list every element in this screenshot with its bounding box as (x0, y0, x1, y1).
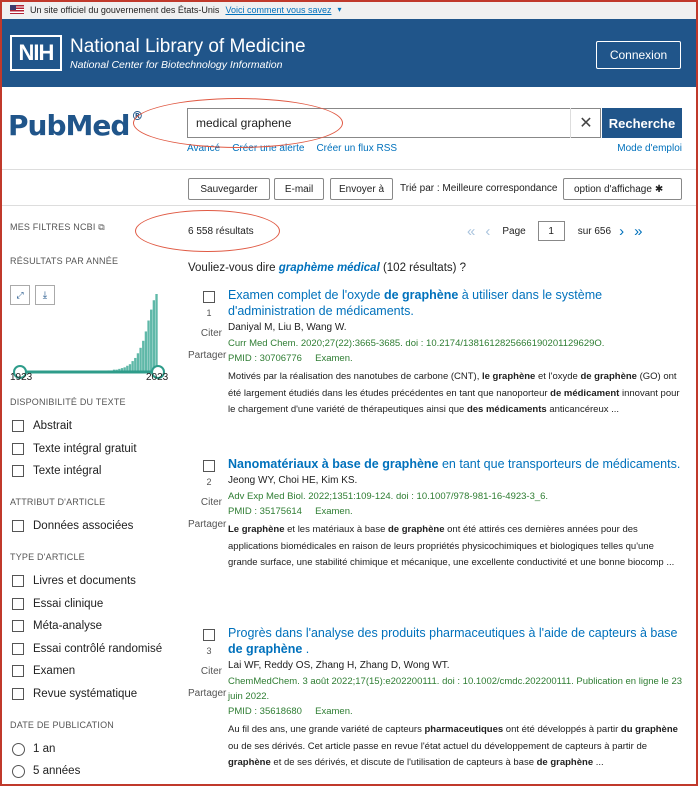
by-year-heading: RÉSULTATS PAR ANNÉE (10, 256, 119, 266)
search-button[interactable]: Recherche (602, 108, 682, 138)
user-guide-link[interactable]: Mode d'emploi (617, 143, 682, 154)
publication-type: Examen. (315, 706, 353, 717)
create-alert-link[interactable]: Créer une alerte (232, 143, 305, 154)
publication-date (0, 720, 180, 782)
type-heading: TYPE D'ARTICLE (10, 552, 85, 562)
gear-icon: ✱ (654, 183, 664, 195)
result-authors: Lai WF, Reddy OS, Zhang H, Zhang D, Wong WT. (228, 660, 450, 671)
display-options-button[interactable] (563, 178, 682, 200)
first-page-icon[interactable]: « (467, 222, 476, 240)
result-checkbox[interactable] (203, 291, 215, 303)
result-snippet: Motivés par la réalisation des nanotubes de carbone (CNT), le graphène et l'oxyde de graphène (GO) ont été largement étudiés dans les études précédentes en tant que nanoporteur de médicament innovant pour le chargement d'une variété de thérapeutiques ainsi que des médicaments anticancéreux ... (228, 371, 680, 415)
filter-review[interactable] (12, 660, 180, 683)
result-source: Curr Med Chem. 2020;27(22):3665-3685. doi : 10.2174/1381612825666190201129629O. (228, 338, 605, 349)
filter-label: Essai clinique (33, 597, 104, 610)
histogram-bar (142, 341, 144, 372)
pmid-text: PMID : 35618680 (228, 706, 302, 717)
cite-button[interactable]: Citer (200, 328, 222, 339)
result-pmid (228, 353, 683, 364)
histogram-bar (145, 331, 147, 372)
filter-label: Méta-analyse (33, 620, 103, 633)
suggest-link[interactable]: graphème médical (278, 262, 380, 274)
text-availability (0, 397, 180, 483)
article-attribute (0, 497, 180, 538)
email-button[interactable]: E-mail (274, 178, 324, 200)
histogram-bar (131, 361, 133, 372)
result-title[interactable]: Nanomatériaux à base de graphène en tant que transporteurs de médicaments. (228, 457, 681, 471)
last-page-icon[interactable]: » (634, 222, 643, 240)
checkbox-icon[interactable] (12, 643, 24, 655)
checkbox-icon[interactable] (12, 575, 24, 587)
filter-label: Texte intégral gratuit (33, 442, 137, 455)
next-page-icon[interactable]: › (619, 222, 625, 240)
nlm-subtitle: National Center for Biotechnology Information (70, 58, 283, 71)
result-authors: Daniyal M, Liu B, Wang W. (228, 322, 347, 333)
share-button[interactable]: Partager (188, 519, 227, 530)
nlm-title: National Library of Medicine (70, 35, 306, 57)
total-pages: sur 656 (577, 225, 612, 237)
external-link-icon: ⧉ (98, 222, 105, 232)
checkbox-icon[interactable] (12, 520, 24, 532)
result-checkbox[interactable] (203, 460, 215, 472)
year-histogram[interactable] (0, 282, 170, 382)
filter-rct[interactable] (12, 638, 180, 661)
send-to-button[interactable]: Envoyer à (330, 178, 393, 200)
filter-systematic-review[interactable] (12, 683, 180, 706)
search-input[interactable]: medical graphene (187, 108, 601, 138)
checkbox-icon[interactable] (12, 688, 24, 700)
page-label: Page (502, 225, 526, 237)
result-source: ChemMedChem. 3 août 2022;17(15):e202200111. doi : 10.1002/cmdc.202200111. Publication en ligne le 23 juin 2022. (228, 676, 683, 702)
checkbox-icon[interactable] (12, 620, 24, 632)
search-area (0, 87, 698, 170)
publication-type: Examen. (315, 506, 353, 517)
filter-associated-data[interactable] (12, 515, 180, 538)
histogram-bar (139, 348, 141, 372)
login-button[interactable]: Connexion (596, 41, 681, 69)
filter-label: Examen (33, 665, 76, 678)
histogram-bar (134, 358, 136, 372)
advanced-link[interactable]: Avancé (187, 143, 221, 154)
filter-label: 5 années (33, 765, 81, 777)
radio-icon[interactable] (12, 743, 25, 756)
result-title[interactable]: Examen complet de l'oxyde de graphène à utiliser dans le système d'administration de médicaments. (228, 288, 603, 318)
share-button[interactable]: Partager (188, 688, 227, 699)
result-body (228, 287, 683, 419)
result-checkbox[interactable] (203, 629, 215, 641)
checkbox-icon[interactable] (12, 465, 24, 477)
result-body (228, 625, 683, 772)
filter-label: Essai contrôlé randomisé (33, 642, 163, 655)
checkbox-icon[interactable] (12, 665, 24, 677)
result-source: Adv Exp Med Biol. 2022;1351:109-124. doi : 10.1007/978-981-16-4923-3_6. (228, 491, 549, 502)
filter-label: Texte intégral (33, 465, 102, 478)
save-button[interactable]: Sauvegarder (188, 178, 270, 200)
filter-clinical-trial[interactable] (12, 593, 180, 616)
checkbox-icon[interactable] (12, 420, 24, 432)
chevron-down-icon[interactable]: ▾ (337, 5, 342, 14)
filter-full-text[interactable] (12, 460, 180, 483)
filter-abstract[interactable] (12, 415, 180, 438)
result-count: 6 558 résultats (188, 226, 254, 237)
page-input[interactable]: 1 (538, 221, 565, 241)
histogram-bar (153, 300, 155, 372)
results-toolbar (0, 170, 698, 206)
cite-button[interactable]: Citer (200, 497, 222, 508)
site-header (0, 19, 698, 87)
search-links (187, 143, 397, 154)
download-icon[interactable]: ⤓ (35, 285, 55, 305)
article-type (0, 552, 180, 705)
result-snippet: Au fil des ans, une grande variété de capteurs pharmaceutiques ont été développés à partir du graphène ou de ses dérivés. Cet article passe en revue l'état actuel du développement de capteurs à partir de graphène et de ses dérivés, et discute de l'utilisation de capteurs à base de graphène ... (228, 724, 678, 768)
pubmed-logo-text: PubMed (8, 109, 130, 142)
my-ncbi-filters[interactable] (10, 222, 180, 233)
publication-type: Examen. (315, 353, 353, 364)
checkbox-icon[interactable] (12, 443, 24, 455)
histogram-bar (150, 310, 152, 372)
filter-label: Revue systématique (33, 687, 138, 700)
result-title[interactable]: Progrès dans l'analyse des produits pharmaceutiques à l'aide de capteurs à base de graphène . (228, 626, 678, 656)
did-you-mean (188, 262, 466, 274)
gov-banner-text: Un site officiel du gouvernement des États-Unis (30, 4, 220, 15)
result-number: 2 (206, 477, 212, 487)
pubmed-logo[interactable] (8, 109, 142, 142)
result-body (228, 456, 683, 572)
my-ncbi-filters-label: MES FILTRES NCBI (10, 222, 96, 232)
radio-icon[interactable] (12, 765, 25, 778)
histogram-bar (155, 294, 157, 372)
cite-button[interactable]: Citer (200, 666, 222, 677)
sort-value: Meilleure correspondance (442, 183, 558, 194)
result-number: 3 (206, 646, 212, 656)
clear-icon[interactable]: ✕ (570, 108, 601, 138)
suggest-suffix: (102 résultats) ? (379, 262, 467, 274)
share-button[interactable]: Partager (188, 350, 227, 361)
filter-label: Abstrait (33, 420, 72, 433)
filter-free-full-text[interactable] (12, 438, 180, 461)
nlm-brand[interactable] (70, 36, 306, 71)
filter-books[interactable] (12, 570, 180, 593)
year-start: 1923 (10, 372, 33, 383)
result-authors: Jeong WY, Choi HE, Kim KS. (228, 475, 358, 486)
pubdate-heading: DATE DE PUBLICATION (10, 720, 114, 730)
registered-icon: ® (131, 109, 143, 123)
filters-sidebar (0, 207, 180, 777)
filter-1-year[interactable] (12, 738, 180, 760)
create-rss-link[interactable]: Créer un flux RSS (316, 143, 398, 154)
gov-banner (0, 0, 698, 19)
pagination (467, 221, 642, 241)
prev-page-icon[interactable]: ‹ (485, 222, 491, 240)
result-pmid (228, 506, 683, 517)
filter-label: 1 an (33, 743, 56, 755)
nih-logo[interactable]: NIH (10, 35, 62, 71)
result-snippet: Le graphène et les matériaux à base de graphène ont été attirés ces dernières années pour des applications biomédicales en raison de leurs propriétés physicochimiques et biologiques telles qu'une grande surface, une stabilité chimique et mécanique, une excellente conductivité et une bonne biocomp ... (228, 524, 675, 568)
text-avail-heading: DISPONIBILITÉ DU TEXTE (10, 397, 126, 407)
histogram-bar (137, 353, 139, 372)
attr-heading: ATTRIBUT D'ARTICLE (10, 497, 106, 507)
pmid-text: PMID : 30706776 (228, 353, 302, 364)
filter-meta-analysis[interactable] (12, 615, 180, 638)
checkbox-icon[interactable] (12, 598, 24, 610)
expand-icon[interactable]: ⤢ (10, 285, 30, 305)
us-flag-icon (10, 5, 24, 14)
result-number: 1 (206, 308, 212, 318)
display-options-label: option d'affichage (574, 183, 652, 195)
sort-by[interactable] (400, 183, 558, 194)
filter-label: Livres et documents (33, 575, 136, 588)
filter-5-years[interactable] (12, 760, 180, 782)
gov-banner-link[interactable]: Voici comment vous savez (225, 4, 332, 15)
filter-label: Données associées (33, 520, 134, 533)
result-pmid (228, 706, 683, 717)
year-end: 2023 (146, 372, 169, 383)
sort-label: Trié par : (400, 183, 440, 194)
suggest-prefix: Vouliez-vous dire (188, 262, 279, 274)
pmid-text: PMID : 35175614 (228, 506, 302, 517)
histogram-bar (147, 321, 149, 372)
